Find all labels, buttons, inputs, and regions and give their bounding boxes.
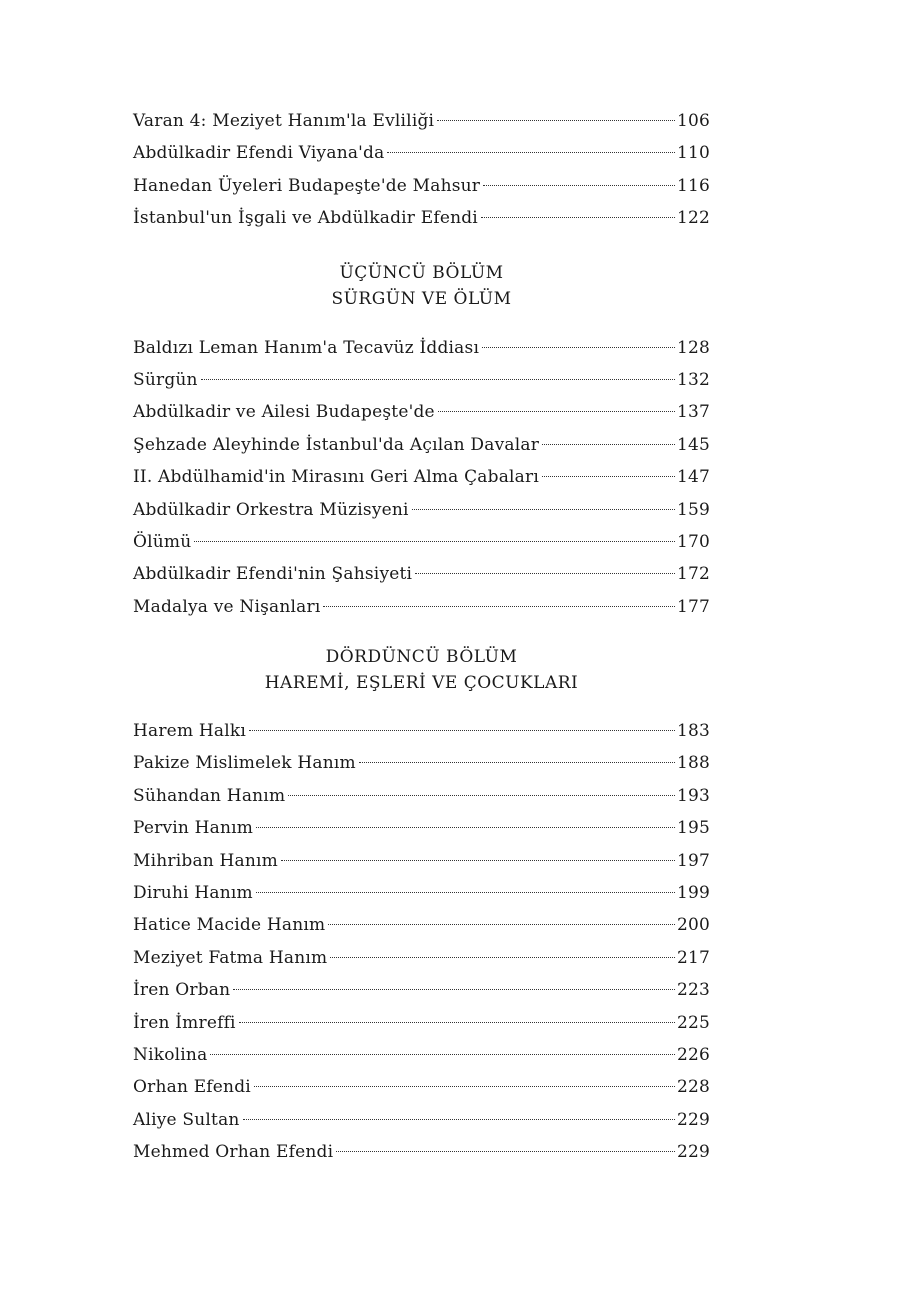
toc-entry <box>133 1104 710 1136</box>
toc-entry-title: Hanedan Üyeleri Budapeşte'de Mahsur <box>133 175 481 196</box>
toc-leader-dots <box>288 795 675 796</box>
toc-entry-page: 116 <box>676 175 710 196</box>
toc-entry <box>133 364 710 396</box>
toc-entry-page: 128 <box>676 337 710 358</box>
toc-entry-page: 223 <box>676 980 710 1001</box>
toc-entry <box>133 1136 710 1168</box>
toc-entry-page: 193 <box>676 785 710 806</box>
toc-leader-dots <box>210 1054 675 1055</box>
toc-entry-page: 159 <box>676 499 710 520</box>
toc-leader-dots <box>542 476 675 477</box>
toc-leader-dots <box>254 1086 675 1087</box>
toc-entry <box>133 461 710 493</box>
toc-entry <box>133 202 710 234</box>
toc-entry-page: 110 <box>676 143 710 164</box>
toc-entry <box>133 1071 710 1103</box>
toc-leader-dots <box>412 509 675 510</box>
toc-leader-dots <box>542 444 675 445</box>
toc-entry-title: Abdülkadir Efendi Viyana'da <box>133 143 385 164</box>
toc-entry-title: İstanbul'un İşgali ve Abdülkadir Efendi <box>133 208 478 229</box>
toc-entry <box>133 170 710 202</box>
toc-entry-title: Sühandan Hanım <box>133 785 286 806</box>
toc-entry <box>133 942 710 974</box>
toc-leader-dots <box>328 924 675 925</box>
toc-entry <box>133 845 710 877</box>
chapter-heading <box>133 644 710 696</box>
toc-entry <box>133 332 710 364</box>
toc-entry-page: 147 <box>676 467 710 488</box>
toc-group-continuation <box>133 105 710 235</box>
toc-entry <box>133 1007 710 1039</box>
toc-entry <box>133 877 710 909</box>
toc-entry-title: Harem Halkı <box>133 721 247 742</box>
toc-entry-page: 228 <box>676 1077 710 1098</box>
toc-entry-title: Nikolina <box>133 1044 208 1065</box>
toc-entry-title: Sürgün <box>133 369 198 390</box>
toc-entry-page: 195 <box>676 818 710 839</box>
toc-entry-title: İren İmreffi <box>133 1012 236 1033</box>
toc-entry <box>133 105 710 137</box>
toc-leader-dots <box>256 892 675 893</box>
toc-leader-dots <box>359 762 675 763</box>
toc-entry-title: Madalya ve Nişanları <box>133 596 321 617</box>
toc-group-chapter-3 <box>133 332 710 624</box>
toc-entry-title: Pervin Hanım <box>133 818 254 839</box>
toc-entry-title: Şehzade Aleyhinde İstanbul'da Açılan Davalar <box>133 434 540 455</box>
toc-entry <box>133 909 710 941</box>
toc-entry-page: 170 <box>676 531 710 552</box>
toc-entry-page: 188 <box>676 753 710 774</box>
toc-entry-page: 200 <box>676 915 710 936</box>
toc-entry-title: Hatice Macide Hanım <box>133 915 326 936</box>
toc-entry-page: 137 <box>676 402 710 423</box>
toc-entry-page: 199 <box>676 883 710 904</box>
toc-entry-title: II. Abdülhamid'in Mirasını Geri Alma Çabaları <box>133 467 539 488</box>
toc-entry <box>133 526 710 558</box>
chapter-heading <box>133 260 710 312</box>
chapter-title: HAREMİ, EŞLERİ VE ÇOCUKLARI <box>264 673 579 694</box>
toc-leader-dots <box>201 379 675 380</box>
toc-leader-dots <box>438 411 675 412</box>
toc-entry-title: Mihriban Hanım <box>133 850 278 871</box>
toc-entry-page: 177 <box>676 596 710 617</box>
toc-entry-page: 229 <box>676 1109 710 1130</box>
toc-entry-title: Orhan Efendi <box>133 1077 251 1098</box>
toc-group-chapter-4 <box>133 715 710 1168</box>
toc-entry-page: 226 <box>676 1044 710 1065</box>
toc-entry <box>133 591 710 623</box>
table-of-contents <box>133 105 710 1169</box>
toc-entry-page: 217 <box>676 947 710 968</box>
toc-entry-page: 122 <box>676 208 710 229</box>
toc-entry-title: Diruhi Hanım <box>133 883 253 904</box>
toc-entry-page: 106 <box>676 111 710 131</box>
toc-entry <box>133 780 710 812</box>
toc-entry <box>133 974 710 1006</box>
toc-entry-page: 225 <box>676 1012 710 1033</box>
toc-leader-dots <box>249 730 675 731</box>
toc-entry-page: 172 <box>676 564 710 585</box>
toc-leader-dots <box>194 541 675 542</box>
toc-entry-title: Pakize Mislimelek Hanım <box>133 753 356 774</box>
chapter-title: SÜRGÜN VE ÖLÜM <box>331 288 512 309</box>
toc-leader-dots <box>323 606 674 607</box>
toc-entry <box>133 812 710 844</box>
toc-entry-title: Meziyet Fatma Hanım <box>133 947 328 968</box>
toc-leader-dots <box>256 827 675 828</box>
toc-entry <box>133 429 710 461</box>
toc-leader-dots <box>387 152 674 153</box>
toc-entry-title: Baldızı Leman Hanım'a Tecavüz İddiası <box>133 337 480 358</box>
toc-entry-title: Abdülkadir Efendi'nin Şahsiyeti <box>133 564 413 585</box>
toc-entry <box>133 715 710 747</box>
toc-entry-title: Mehmed Orhan Efendi <box>133 1142 334 1163</box>
toc-entry-page: 145 <box>676 434 710 455</box>
toc-entry-page: 132 <box>676 369 710 390</box>
toc-entry <box>133 1039 710 1071</box>
toc-leader-dots <box>330 957 675 958</box>
toc-entry <box>133 137 710 169</box>
toc-leader-dots <box>482 347 675 348</box>
toc-entry <box>133 494 710 526</box>
toc-leader-dots <box>437 120 675 121</box>
toc-entry-title: Ölümü <box>133 531 192 552</box>
toc-leader-dots <box>233 989 675 990</box>
toc-entry-title: Aliye Sultan <box>133 1109 240 1130</box>
toc-leader-dots <box>483 185 675 186</box>
toc-leader-dots <box>243 1119 675 1120</box>
toc-entry-title: Abdülkadir ve Ailesi Budapeşte'de <box>133 402 435 423</box>
toc-leader-dots <box>239 1022 675 1023</box>
toc-entry-page: 197 <box>676 850 710 871</box>
toc-leader-dots <box>415 573 675 574</box>
toc-leader-dots <box>336 1151 675 1152</box>
toc-entry-title: Varan 4: Meziyet Hanım'la Evliliği <box>133 111 435 131</box>
chapter-number: ÜÇÜNCÜ BÖLÜM <box>339 262 504 283</box>
toc-entry-page: 229 <box>676 1142 710 1163</box>
toc-entry <box>133 747 710 779</box>
toc-entry-title: İren Orban <box>133 980 231 1001</box>
toc-entry-title: Abdülkadir Orkestra Müzisyeni <box>133 499 409 520</box>
chapter-number: DÖRDÜNCÜ BÖLÜM <box>325 647 518 668</box>
toc-entry <box>133 558 710 590</box>
toc-entry-page: 183 <box>676 721 710 742</box>
toc-entry <box>133 396 710 428</box>
toc-leader-dots <box>481 217 675 218</box>
toc-leader-dots <box>281 860 675 861</box>
